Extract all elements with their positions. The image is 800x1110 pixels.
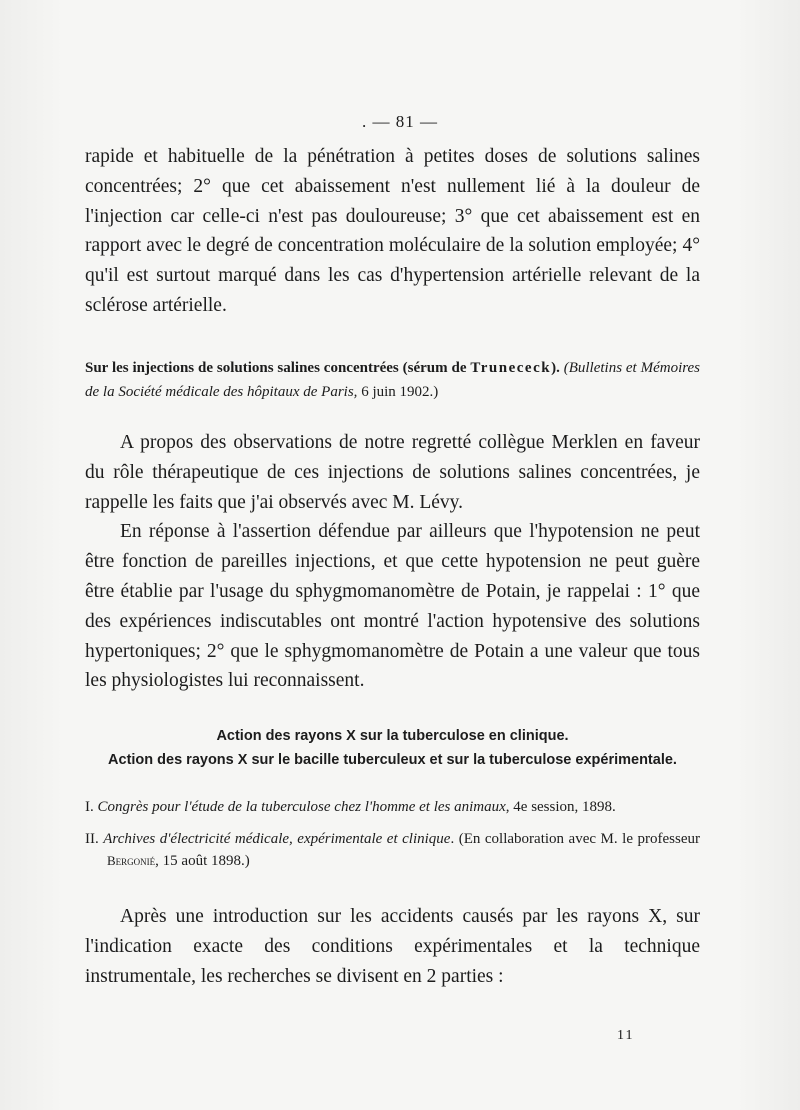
heading-2: Action des rayons X sur le bacille tuberculeux et sur la tuberculose expérimentale. <box>108 752 677 768</box>
signature-mark: 11 <box>617 1028 635 1043</box>
reference-2-name: Bergonié <box>107 853 156 868</box>
paragraph-1: A propos des observations de notre regretté collègue Merklen en faveur du rôle thérapeutique de ces injections de solutions salines concentrées, je rappelle les faits que j'ai observés avec M. Lévy. <box>85 432 700 513</box>
reference-1-num: I. <box>85 799 98 815</box>
reference-2-rest-b: , 15 août 1898.) <box>155 853 250 869</box>
body-paragraphs <box>85 428 700 696</box>
note-source: (Bulletins et Mémoires de la Société médicale des hôpitaux de Paris, <box>85 360 701 400</box>
note-block <box>85 356 700 404</box>
intro-paragraph-block <box>85 142 700 321</box>
note-date: 6 juin 1902.) <box>357 384 439 400</box>
section-headings <box>85 724 700 772</box>
reference-1-title: Congrès pour l'étude de la tuberculose chez l'homme et les animaux <box>97 799 506 815</box>
heading-1: Action des rayons X sur la tuberculose en clinique. <box>216 728 569 744</box>
page-number: . — 81 — <box>362 112 438 131</box>
note-title-b: ). <box>551 360 564 376</box>
references-list <box>85 796 700 872</box>
reference-1 <box>85 796 700 818</box>
intro-paragraph: rapide et habituelle de la pénétration à petites doses de solutions salines concentrées; 2° que cet abaissement n'est nullement lié à la douleur de l'injection car celle-ci n'est pas douloureuse; 3° que cet abaissement est en rapport avec le degré de concentration moléculaire de la solution employée; 4° qu'il est surtout marqué dans les cas d'hypertension artérielle relevant de la sclérose artérielle. <box>85 146 700 316</box>
paragraph-3: Après une introduction sur les accidents causés par les rayons X, sur l'indication exacte des conditions expérimentales et la technique instrumentale, les recherches se divisent en 2 parties : <box>85 906 700 987</box>
paragraph-2: En réponse à l'assertion défendue par ailleurs que l'hypotension ne peut être fonction de pareilles injections, et que cette hypotension ne peut guère être établie par l'usage du sphygmomanomètre de Potain, je rappelai : 1° que des expériences indiscutables ont montré l'action hypotensive des solutions hypertoniques; 2° que le sphygmomanomètre de Potain a une valeur que tous les physiologistes lui reconnaissent. <box>85 521 700 692</box>
publication-note <box>85 356 700 404</box>
reference-2-rest-a: . (En collaboration avec M. le professeur <box>450 831 700 847</box>
reference-2-num: II. <box>85 831 104 847</box>
reference-1-rest: , 4e session, 1898. <box>505 799 616 815</box>
reference-2-title: Archives d'électricité médicale, expérimentale et clinique <box>103 831 451 847</box>
reference-2 <box>85 828 700 872</box>
note-author: Trunececk <box>470 360 552 376</box>
final-paragraph-block <box>85 902 700 991</box>
note-title-a: Sur les injections de solutions salines concentrées (sérum de <box>85 360 471 376</box>
